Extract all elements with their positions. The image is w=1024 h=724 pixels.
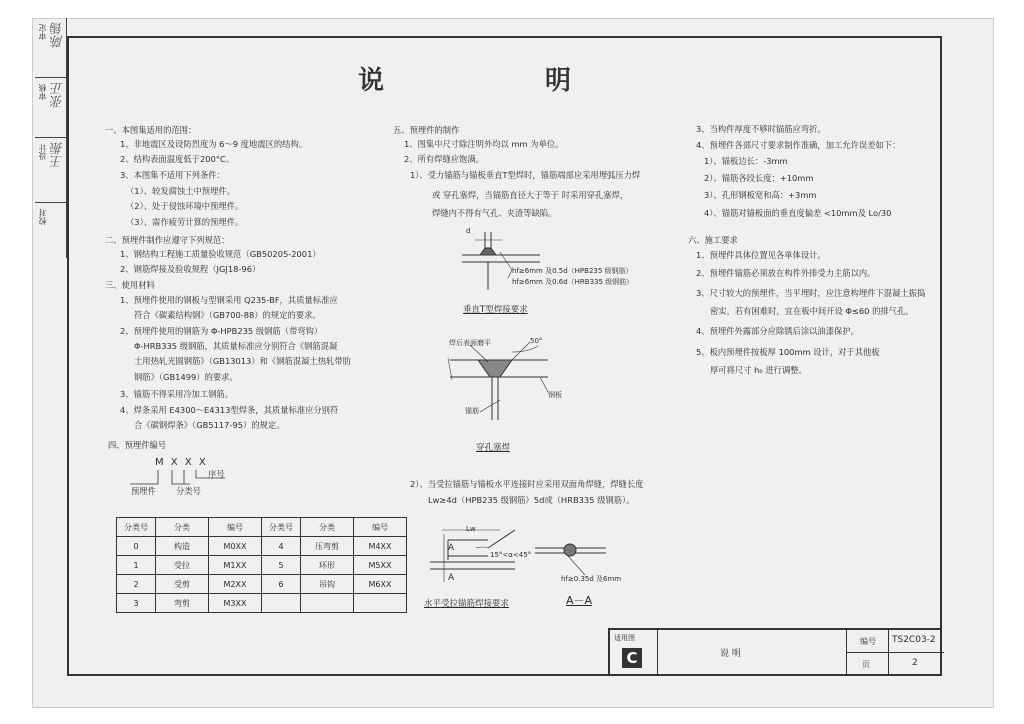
table-cell: 0 [117,537,156,556]
signature: 王振 [51,142,66,168]
table-cell: M1XX [209,556,262,575]
title-block-divider [846,630,847,676]
table-cell: 弯剪 [156,594,209,613]
text-line: 符合《碳素结构钢》（GB700-88）的规定的要求。 [134,310,321,320]
table-cell: 受拉 [156,556,209,575]
text-line: 2、预埋件使用的钢筋为 Φ-HPB235 级钢筋（带弯钩） [120,326,323,336]
section-mark: A [448,543,455,553]
text-line: 3）、孔形钢板宽和高：+3mm [704,190,817,200]
table-cell: M2XX [209,575,262,594]
table-cell: 6 [262,575,301,594]
text-line: Lw≥4d（HPB235 级钢筋）5d或（HRB335 级钢筋）。 [428,495,635,505]
diagram-caption: 垂直T型焊接要求 [463,305,528,315]
diagram-caption: 穿孔塞焊 [476,443,511,453]
sign-label: 审定 [38,24,47,40]
text-line: 密实，若有困难时，宜在板中间开设 Φ≤60 的排气孔。 [710,306,914,316]
text-line: 1、预埋件具体位置见各单体设计。 [696,250,826,260]
section-heading: 五、预埋件的制作 [393,125,460,135]
table-cell: 受剪 [156,575,209,594]
text-line: 3、锚筋不得采用冷加工钢筋。 [120,389,234,399]
weld-note: hf≥6mm 及0.6d（HRB335 级钢筋） [512,278,634,286]
title-block-divider [888,630,889,676]
table-cell: 1 [117,556,156,575]
text-line: 4、预埋件外露部分应除锈后涂以油漆保护。 [696,326,859,336]
text-line: 1）、锚板边长：-3mm [704,156,788,166]
table-header: 分类 [156,518,209,537]
text-line: 4）、锚筋对锚板面的垂直度偏差 <10mm及 Lo/30 [704,208,892,218]
text-line: 1、钢结构工程施工质量验收规范（GB50205-2001） [120,249,321,259]
table-header: 编号 [209,518,262,537]
text-line: 1）、受力锚筋与锚板垂直T型焊时，锚筋端部应采用埋弧压力焊 [410,170,641,180]
sign-label: 校对 [38,209,47,225]
text-line: 钢筋》（GB1499）的要求。 [134,372,238,382]
weld-note: hf≥6mm 及0.5d（HPB235 级钢筋） [512,267,633,275]
signature: 张正 [51,82,66,108]
text-line: 3、当构件厚度不够时锚筋应弯折。 [696,124,826,134]
table-cell: 4 [262,537,301,556]
table-cell: 2 [117,575,156,594]
code-label: 编号 [860,637,876,646]
table-cell: 3 [117,594,156,613]
table-header: 分类号 [117,518,156,537]
table-cell: 构造 [156,537,209,556]
text-line: 2、预埋件锚筋必须放在构件外排受力主筋以内。 [696,268,876,278]
table-header: 编号 [354,518,407,537]
text-line: 或 穿孔塞焊，当锚筋直径大于等于 时采用穿孔塞焊， [432,190,629,200]
text-line: 4、焊条采用 E4300～E4313型焊条，其质量标准应分别符 [120,405,339,415]
table-cell: M5XX [354,556,407,575]
dim-label: d [466,227,471,235]
section-heading: 二、预埋件制作应遵守下列规范： [105,235,230,245]
page-title-char-1: 说 [358,66,385,96]
plate-label: 钢板 [548,391,562,399]
text-line: 4、预埋件各部尺寸要求制作准确，加工允许误差如下： [696,140,901,150]
table-cell: 压弯剪 [301,537,354,556]
section-heading: 六、施工要求 [688,235,738,245]
text-line: 焊缝内不得有气孔、夹渣等缺陷。 [432,208,557,218]
text-line: 2、所有焊缝应饱满。 [404,154,484,164]
text-line: 3、尺寸较大的预埋件，当平埋时，应注意构埋件下混凝土振捣 [696,288,926,298]
text-line: Φ-HRB335 级钢筋，其质量标准应分别符合《钢筋混凝 [134,341,338,351]
title-block-divider [846,652,944,653]
applicable-label: 适用图 [614,634,635,642]
table-header: 分类 [301,518,354,537]
code-label-serial: 序号 [208,469,225,479]
text-line: （1）、较发腐蚀土中预埋件。 [126,186,235,196]
section-heading: 一、本图集适用的范围： [105,125,197,135]
text-line: 2）、锚筋各段长度：+10mm [704,173,814,183]
section-caption: A－A [566,594,593,607]
text-line: 1、图集中尺寸除注明外均以 mm 为单位。 [404,139,564,149]
table-cell: M4XX [354,537,407,556]
text-line: 厚可将尺寸 h₀ 进行调整。 [710,365,807,375]
text-line: （2）、处于侵蚀环境中预埋件。 [126,201,244,211]
drawing-code: TS2C03-2 [892,635,936,645]
drawing-name: 说 明 [720,649,741,659]
table-cell: 环形 [301,556,354,575]
text-line: 3、本图集不适用下列条件： [120,170,225,180]
text-line: 2、钢筋焊接及验收规程（JGJ18-96） [120,264,261,274]
signature: 陈锡 [51,22,66,48]
table-cell: M0XX [209,537,262,556]
text-line: 2、结构表面温度低于200°C。 [120,154,235,164]
table-header: 分类号 [262,518,301,537]
code-pattern: M X X X [155,457,208,468]
weld-note: hf≥0.35d 及6mm [561,575,622,583]
angle-label: 50° [530,337,543,345]
page-number: 2 [912,658,918,668]
sign-label: 审核 [38,84,47,100]
table-cell: M6XX [354,575,407,594]
title-block [608,628,942,676]
text-line: （3）、需作疲劳计算的预埋件。 [126,217,244,227]
table-cell: M3XX [209,594,262,613]
table-cell: 吊钩 [301,575,354,594]
series-logo: C [622,648,642,668]
text-line: 土用热轧光圆钢筋》（GB13013）和《钢筋混凝土热轧带肋 [134,356,351,366]
page-label: 页 [862,660,870,669]
code-label-class: 分类号 [176,486,201,496]
weld-length-label: Lw [466,525,476,533]
text-line: 2）、当受拉锚筋与锚板水平连接时应采用双面角焊缝，焊缝长度 [410,479,644,489]
text-line: 5、板内预埋件按板厚 100mm 设计，对于其他板 [696,347,880,357]
text-line: 合《碳钢焊条》（GB5117-95）的规定。 [134,420,285,430]
text-line: 1、非地震区及设防烈度为 6～9 度地震区的结构。 [120,139,308,149]
table-cell: 5 [262,556,301,575]
code-label-type: 预埋件 [131,486,156,496]
section-heading: 四、预埋件编号 [108,440,167,450]
section-mark: A [448,573,455,583]
sign-label: 设计 [38,144,47,160]
diagram-caption: 水平受拉锚筋焊接要求 [424,599,510,609]
plug-weld-label: 焊后表面磨平 [449,339,491,347]
page-title-char-2: 明 [545,66,572,96]
anchor-bar-label: 锚筋 [465,407,479,415]
section-heading: 三、使用材料 [105,280,155,290]
angle-range-label: 15°<α<45° [490,551,532,559]
text-line: 1、预埋件使用的钢板与型钢采用 Q235-BF，其质量标准应 [120,295,338,305]
